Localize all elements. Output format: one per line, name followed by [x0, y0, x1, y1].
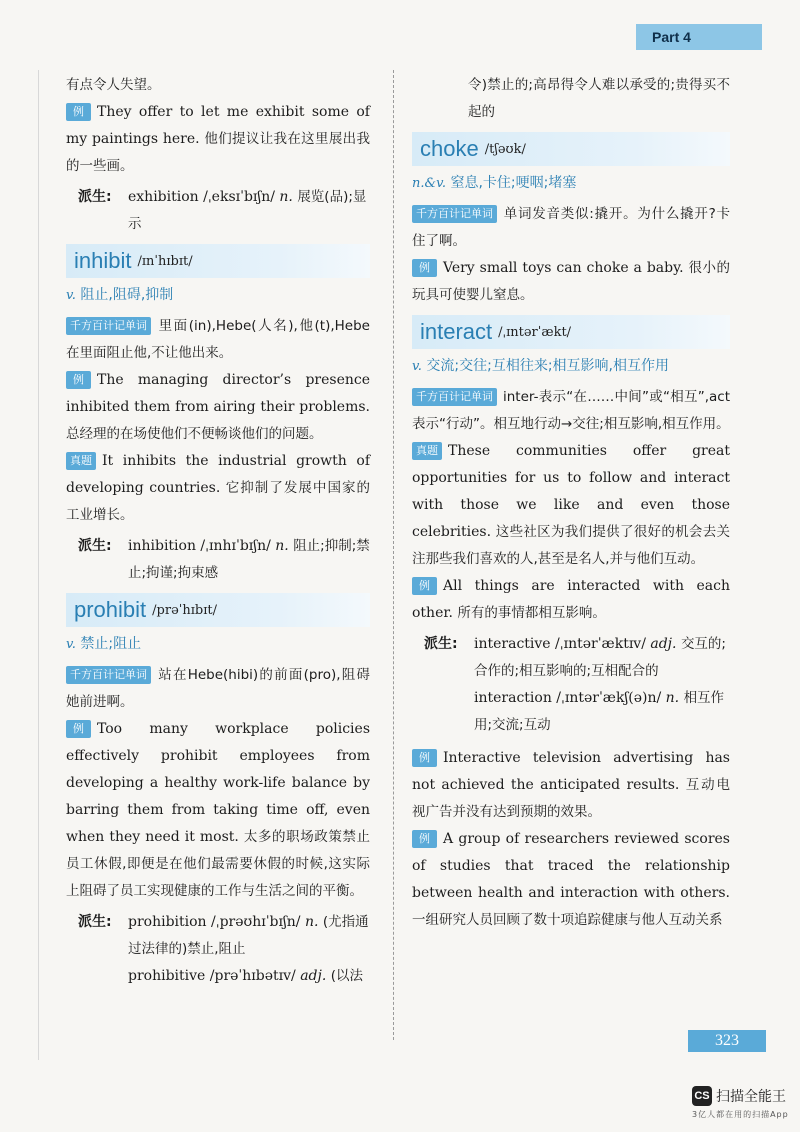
headword-bar-prohibit — [66, 593, 370, 627]
derivation-label: 派生: — [424, 636, 458, 652]
derivation-label: 派生: — [78, 189, 112, 205]
exam-badge: 真题 — [66, 452, 96, 470]
exam-zh: 这些社区为我们提供了很好的机会去关注那些我们喜欢的人,甚至是名人,并与他们互动。 — [412, 524, 731, 567]
page-edge-line — [38, 70, 39, 1060]
part-of-speech: v. — [66, 288, 76, 303]
example-en: They offer to let me exhibit some of my paintings here. — [66, 104, 370, 147]
exam-example-block — [412, 438, 730, 573]
derivation-word: exhibition /ˌeksɪˈbɪʃn/ — [128, 189, 275, 205]
derivation-block — [66, 184, 370, 238]
example-badge: 例 — [412, 830, 437, 848]
derivation-meaning: (尤指通过法律的)禁止,阻止 — [128, 914, 369, 957]
derivation-pos: n. — [279, 189, 293, 205]
page-number: 323 — [688, 1030, 766, 1052]
example-zh: 他们提议让我在这里展出我的一些画。 — [66, 131, 371, 174]
definition: 禁止;阻止 — [80, 636, 142, 652]
scanner-name: 扫描全能王 — [716, 1089, 786, 1105]
phonetic: /ˌɪntərˈækt/ — [498, 324, 572, 340]
continuation-text: 令)禁止的;高昂得令人难以承受的;贵得买不起的 — [468, 77, 730, 120]
example-en: Interactive television advertising has not achieved the anticipated results. — [412, 750, 730, 793]
example-block — [412, 826, 730, 934]
definition-line — [412, 170, 730, 197]
mnemonic-text: 站在Hebe(hibi)的前面(pro),阻碍她前进啊。 — [66, 667, 370, 710]
continuation-text: 有点令人失望。 — [66, 77, 161, 93]
part-of-speech: v. — [66, 637, 76, 652]
derivation-meaning: 相互作用;交流;互动 — [474, 690, 725, 733]
definition: 阻止,阻碍,抑制 — [80, 287, 174, 303]
derivation-label: 派生: — [78, 538, 112, 554]
example-badge: 例 — [66, 371, 91, 389]
headword: choke — [420, 136, 479, 161]
mnemonic-block — [412, 201, 730, 255]
definition-line — [66, 282, 370, 309]
mnemonic-badge: 千方百计记单词 — [412, 205, 497, 223]
derivation-block — [66, 909, 370, 990]
example-badge: 例 — [412, 749, 437, 767]
phonetic: /prəˈhɪbɪt/ — [152, 602, 217, 618]
phonetic: /tʃəʊk/ — [484, 141, 526, 157]
left-column — [66, 72, 370, 996]
derivation-meaning: (以法 — [330, 968, 364, 984]
exam-zh: 它抑制了发展中国家的工业增长。 — [66, 480, 371, 523]
scanner-tagline: 3亿人都在用的扫描App — [692, 1110, 789, 1119]
exam-badge: 真题 — [412, 442, 442, 460]
mnemonic-text: inter-表示“在……中间”或“相互”,act表示“行动”。相互地行动→交往;相互影响,相互作用。 — [412, 389, 730, 432]
example-zh: 总经理的在场使他们不便畅谈他们的问题。 — [66, 426, 323, 442]
derivation-block — [66, 533, 370, 587]
example-block — [412, 573, 730, 627]
derivation-meaning: 交互的;合作的;相互影响的;互相配合的 — [474, 636, 726, 679]
derivation-meaning: 阻止;抑制;禁止;拘谨;拘束感 — [128, 538, 370, 581]
derivation-pos: adj. — [300, 968, 327, 984]
mnemonic-block — [66, 662, 370, 716]
example-en: The managing director’s presence inhibited them from airing their problems. — [66, 372, 370, 415]
example-zh: 一组研究人员回顾了数十项追踪健康与他人互动关系 — [412, 912, 723, 928]
example-en: Too many workplace policies effectively prohibit employees from developing a healthy work-life balance by barring them from taking time off, even when they need it most. — [66, 721, 370, 845]
scanner-watermark — [692, 1086, 786, 1106]
example-block — [412, 255, 730, 309]
headword: prohibit — [74, 597, 147, 622]
derivation-block — [412, 631, 730, 739]
derivation-word: interactive /ˌɪntərˈæktɪv/ — [474, 636, 646, 652]
mnemonic-block — [412, 384, 730, 438]
example-badge: 例 — [412, 577, 437, 595]
part-of-speech: v. — [412, 359, 422, 374]
example-en: A group of researchers reviewed scores of studies that traced the relationship between health and interaction with others. — [412, 831, 730, 901]
phonetic: /ɪnˈhɪbɪt/ — [137, 253, 193, 269]
exam-en: It inhibits the industrial growth of developing countries. — [66, 453, 370, 496]
right-column — [412, 72, 730, 934]
derivation-word: inhibition /ˌɪnhɪˈbɪʃn/ — [128, 538, 271, 554]
derivation-pos: n. — [304, 914, 319, 930]
example-zh: 所有的事情都相互影响。 — [457, 605, 606, 621]
example-badge: 例 — [412, 259, 437, 277]
mnemonic-text: 单词发音类似:撬开。为什么撬开?卡住了啊。 — [412, 206, 730, 249]
derivation-word: prohibitive /prəˈhɪbətɪv/ — [128, 968, 296, 984]
camscanner-icon: CS — [692, 1086, 712, 1106]
part-tab: Part 4 — [636, 24, 762, 50]
example-block — [66, 367, 370, 448]
part-of-speech: n.&v. — [412, 176, 447, 191]
derivation-pos: n. — [275, 538, 289, 554]
headword: inhibit — [74, 248, 132, 273]
example-zh: 很小的玩具可使婴儿窒息。 — [412, 260, 731, 303]
derivation-word: prohibition /ˌprəʊhɪˈbɪʃn/ — [128, 914, 301, 930]
derivation-word: interaction /ˌɪntərˈækʃ(ə)n/ — [474, 690, 662, 706]
derivation-label: 派生: — [78, 914, 112, 930]
derivation-pos: n. — [665, 690, 680, 706]
derivation-pos: adj. — [650, 636, 677, 652]
mnemonic-badge: 千方百计记单词 — [412, 388, 497, 406]
headword-bar-inhibit — [66, 244, 370, 278]
headword-bar-choke — [412, 132, 730, 166]
example-block — [412, 745, 730, 826]
mnemonic-block — [66, 313, 370, 367]
headword: interact — [420, 319, 493, 344]
example-badge: 例 — [66, 103, 91, 121]
definition: 交流;交往;互相往来;相互影响,相互作用 — [426, 358, 669, 374]
mnemonic-text: 里面(in),Hebe(人名),他(t),Hebe在里面阻止他,不让他出来。 — [66, 318, 370, 361]
exam-example-block — [66, 448, 370, 529]
example-zh: 互动电视广告并没有达到预期的效果。 — [412, 777, 730, 820]
mnemonic-badge: 千方百计记单词 — [66, 666, 151, 684]
derivation-meaning: 展览(品);显示 — [128, 189, 367, 232]
example-zh: 太多的职场政策禁止员工休假,即便是在他们最需要休假的时候,这实际上阻碍了员工实现健康的工作与生活之间的平衡。 — [66, 829, 371, 899]
mnemonic-badge: 千方百计记单词 — [66, 317, 151, 335]
definition-line — [412, 353, 730, 380]
example-en: Very small toys can choke a baby. — [443, 260, 684, 276]
example-block — [66, 99, 370, 180]
headword-bar-interact — [412, 315, 730, 349]
exam-en: These communities offer great opportunities for us to follow and interact with those we like and even those celebrities. — [412, 443, 730, 540]
example-badge: 例 — [66, 720, 91, 738]
column-divider — [393, 70, 394, 1040]
definition-line — [66, 631, 370, 658]
example-block — [66, 716, 370, 905]
example-en: All things are interacted with each other. — [412, 578, 730, 621]
definition: 窒息,卡住;哽咽;堵塞 — [450, 175, 577, 191]
